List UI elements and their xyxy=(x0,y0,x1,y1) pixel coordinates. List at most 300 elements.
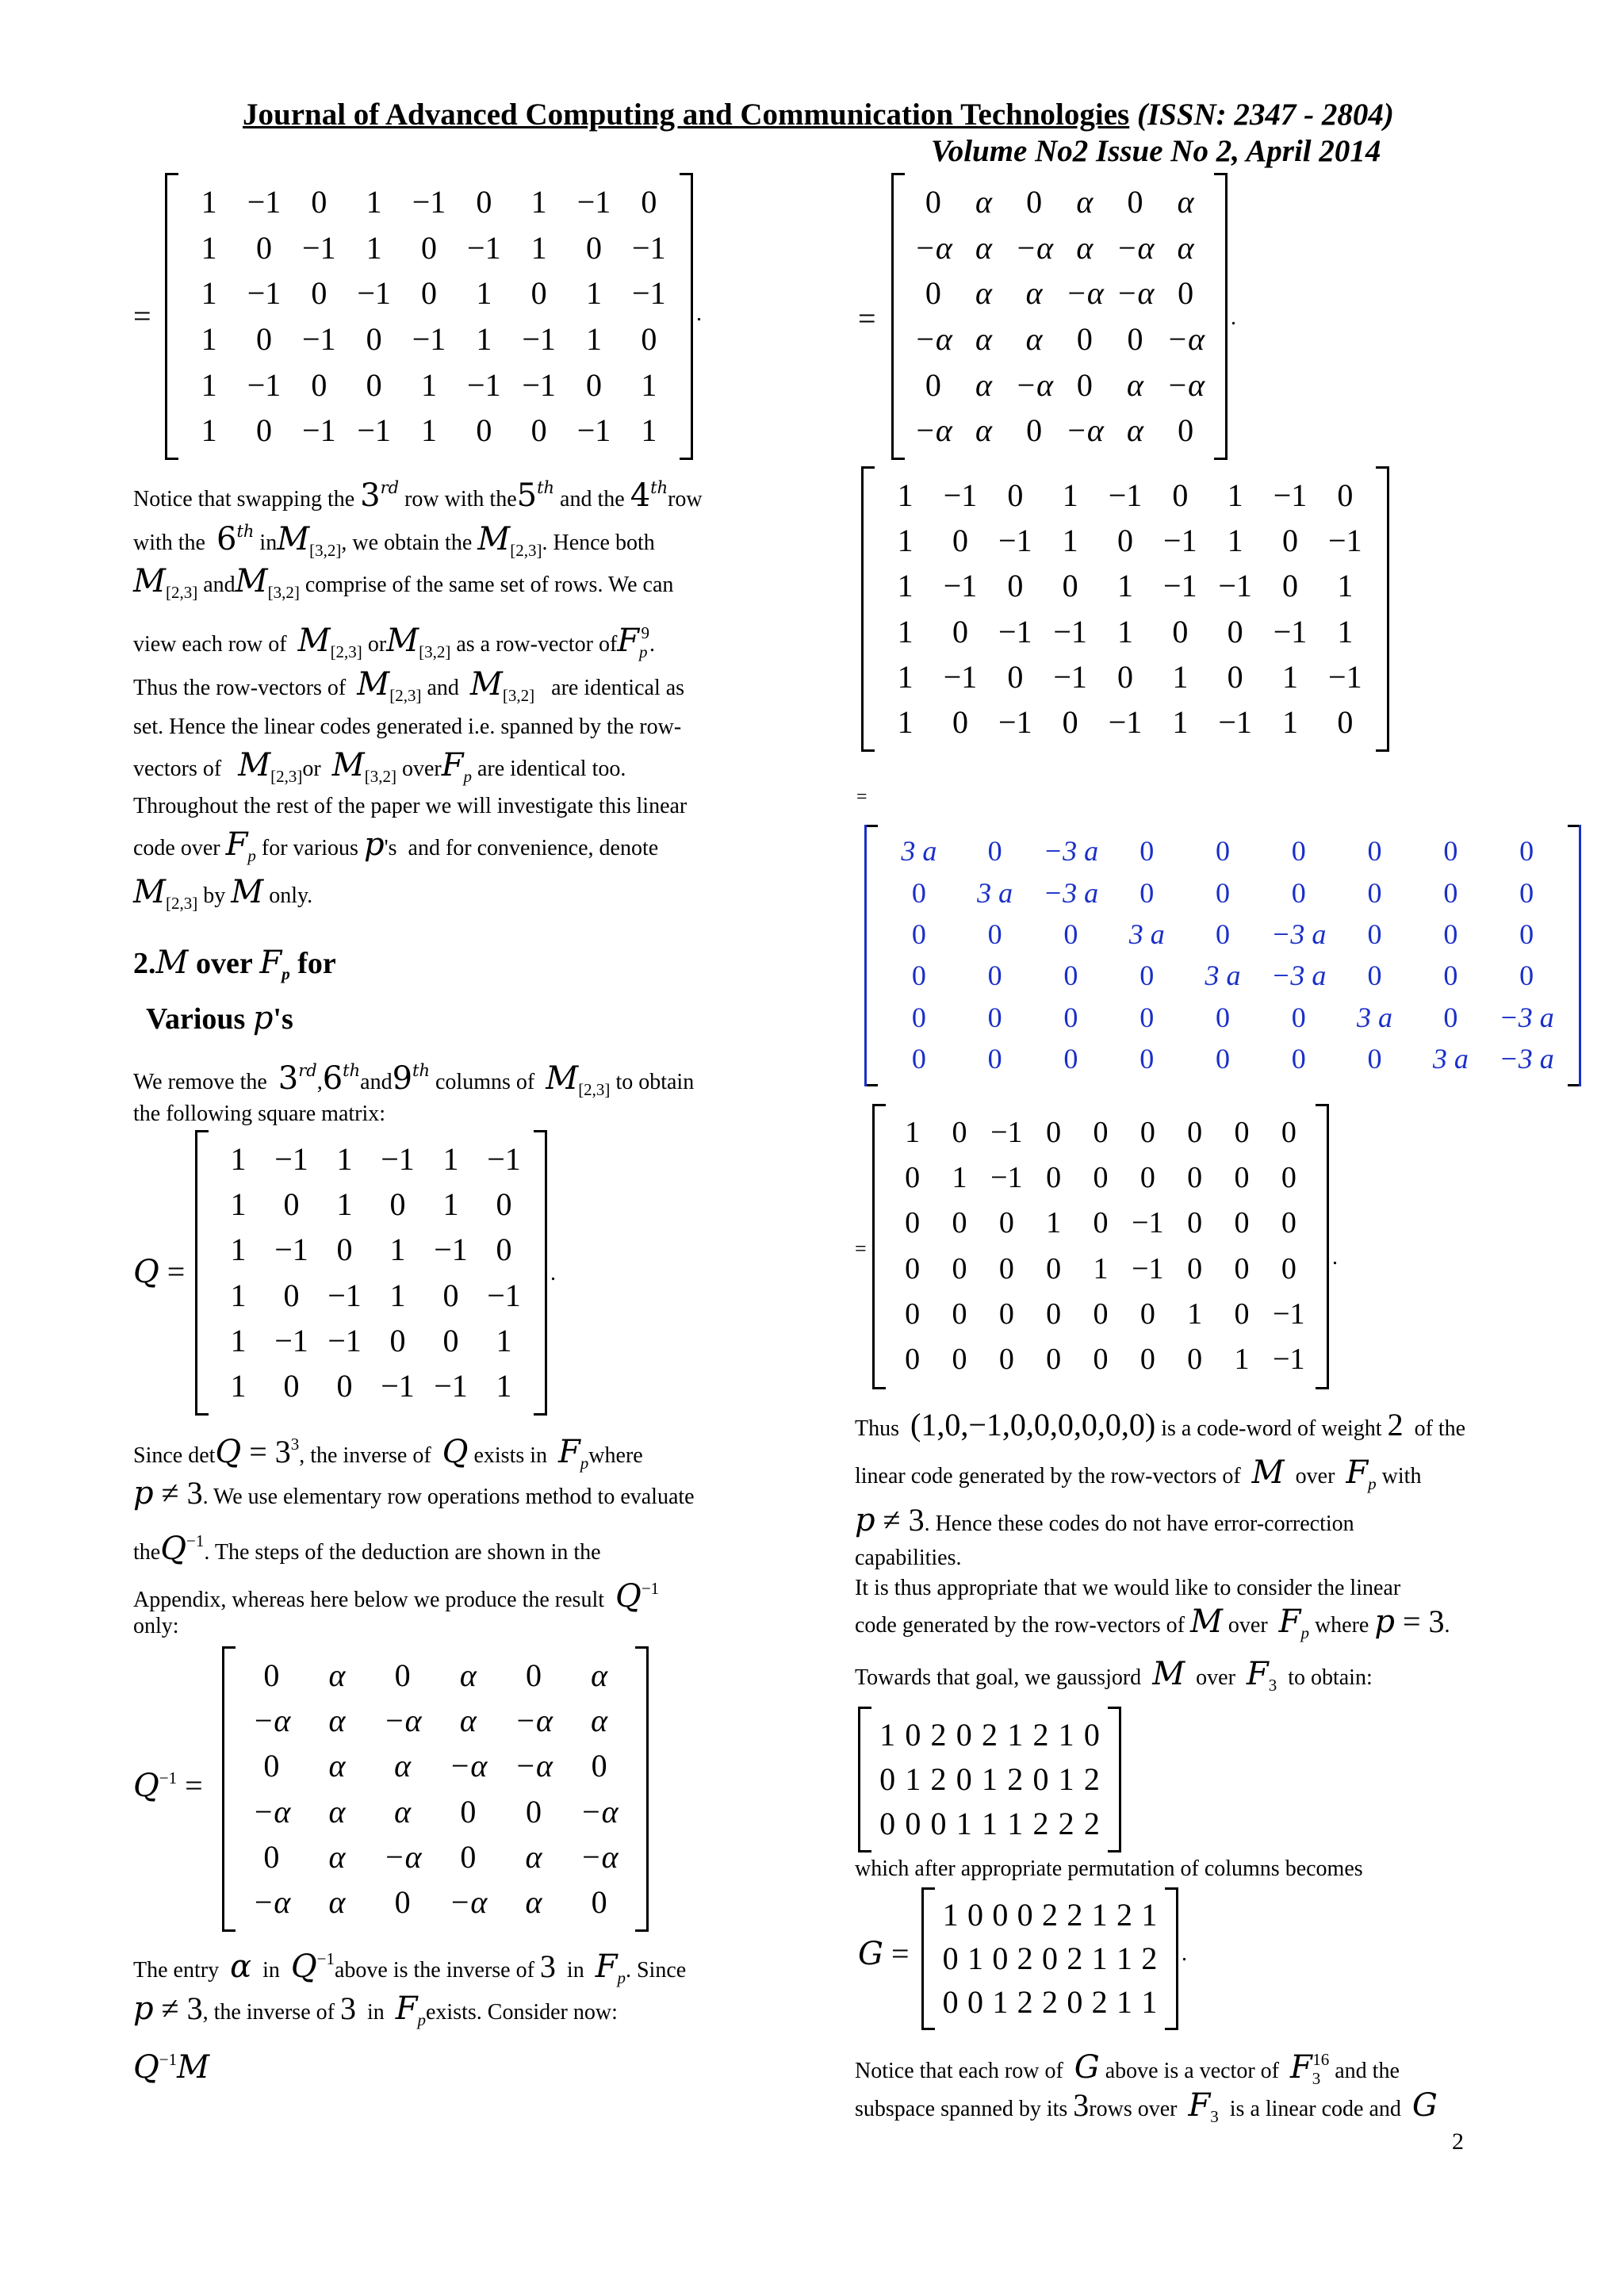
matrix-cell: 0 xyxy=(389,1186,406,1222)
matrix-cell: 0 xyxy=(1076,320,1093,357)
matrix-cell: 0 xyxy=(879,1761,896,1797)
matrix-cell: 2 xyxy=(1067,1941,1083,1976)
matrix-cell: 1 xyxy=(992,1983,1009,2020)
matrix-cell: 0 xyxy=(525,1793,542,1829)
matrix-cell: 0 xyxy=(1519,876,1534,909)
matrix-cell: 0 xyxy=(460,1793,477,1829)
matrix-r3 xyxy=(864,825,1581,1086)
matrix-cell: 0 xyxy=(952,1297,967,1331)
matrix-cell: 0 xyxy=(1234,1161,1250,1195)
matrix-cell: 2 xyxy=(1116,1897,1132,1933)
matrix-cell: −α xyxy=(1116,229,1155,266)
matrix-cell: −1 xyxy=(1163,523,1197,558)
matrix-cell: −1 xyxy=(327,1323,362,1358)
matrix-cell: 0 xyxy=(952,1343,967,1377)
matrix-cell: α xyxy=(975,366,992,403)
matrix-cell: 1 xyxy=(897,523,914,558)
matrix-cell: 0 xyxy=(1139,1043,1155,1075)
matrix-cell: 0 xyxy=(394,1884,411,1921)
matrix-cell: 0 xyxy=(1093,1206,1109,1240)
matrix-cell: 0 xyxy=(1062,704,1078,741)
matrix-cell: 0 xyxy=(1139,876,1155,909)
matrix-cell: 1 xyxy=(201,412,217,449)
matrix-cell: 1 xyxy=(1172,704,1189,741)
matrix-cell: 0 xyxy=(283,1186,300,1222)
matrix-cell: α xyxy=(1126,412,1143,449)
matrix-cell: 0 xyxy=(311,275,327,312)
para2-line1: We remove the 3rd,6thand9th columns of $M_{[2,3]}$ to obtain xyxy=(133,1060,695,1099)
matrix-cell: 1 xyxy=(952,1161,967,1195)
matrix-cell: α xyxy=(1025,320,1043,357)
matrix-cell: 0 xyxy=(1139,835,1155,868)
matrix-cell: −1 xyxy=(247,366,282,403)
matrix-cell: 1 xyxy=(1227,523,1243,558)
matrix-cell: 0 xyxy=(420,275,437,312)
matrix-cell: −1 xyxy=(487,1140,521,1177)
matrix-cell: −1 xyxy=(1132,1206,1164,1240)
matrix-cell: 1 xyxy=(389,1277,406,1313)
para5-line4: capabilities. xyxy=(855,1546,962,1570)
matrix-cell: 0 xyxy=(1041,1941,1058,1976)
matrix-cell: 0 xyxy=(1172,477,1189,513)
matrix-cell: 1 xyxy=(942,1897,959,1933)
matrix-cell: 0 xyxy=(389,1323,406,1358)
matrix-cell: 0 xyxy=(366,320,382,357)
matrix-cell: α xyxy=(975,183,992,220)
matrix-cell: 0 xyxy=(1227,659,1243,695)
matrix-cell: 1 xyxy=(1046,1206,1062,1240)
matrix-cell: −1 xyxy=(274,1323,308,1358)
matrix-r1 xyxy=(891,173,1228,460)
matrix-cell: −α xyxy=(383,1839,422,1875)
matrix-cell: 0 xyxy=(255,320,272,357)
matrix-cell: 2 xyxy=(1083,1806,1100,1841)
matrix-cell: −α xyxy=(580,1839,619,1875)
matrix-cell: −1 xyxy=(434,1232,468,1268)
matrix-cell: 0 xyxy=(496,1186,512,1222)
matrix-cell: −1 xyxy=(467,366,501,403)
matrix-cell: 1 xyxy=(1172,659,1189,695)
matrix-cell: 0 xyxy=(394,1657,411,1693)
matrix-a xyxy=(165,173,693,460)
qinv-m-expression: $Q^{-1}M$ xyxy=(133,2049,210,2086)
matrix-cell: 0 xyxy=(585,366,602,403)
matrix-cell: −α xyxy=(1065,412,1104,449)
para3-line3: theQ$^{-1}$. The steps of the deduction are shown in the xyxy=(133,1531,601,1567)
matrix-cell: 1 xyxy=(1337,568,1354,604)
matrix-cell: 2 xyxy=(1091,1983,1108,2020)
matrix-cell: α xyxy=(328,1793,346,1829)
matrix-cell: 1 xyxy=(1187,1297,1203,1331)
matrix-cell: −1 xyxy=(1132,1251,1164,1285)
matrix-cell: −1 xyxy=(576,183,611,220)
matrix-cell: 0 xyxy=(1017,1897,1033,1933)
matrix-cell: 0 xyxy=(956,1717,972,1753)
matrix-cell: 0 xyxy=(1443,918,1458,951)
matrix-cell: α xyxy=(328,1839,346,1875)
matrix-cell: 1 xyxy=(1058,1761,1074,1797)
matrix-cell: 0 xyxy=(905,1343,921,1377)
matrix-cell: 0 xyxy=(911,876,926,909)
matrix-cell: −α xyxy=(1116,275,1155,312)
matrix-cell: −1 xyxy=(357,412,391,449)
matrix-cell: 0 xyxy=(591,1748,607,1784)
matrix-cell: 2 xyxy=(1041,1983,1058,2020)
matrix-cell: 0 xyxy=(442,1323,459,1358)
matrix-cell: −1 xyxy=(1108,477,1143,513)
matrix-cell: −3 a xyxy=(1043,876,1099,909)
matrix-cell: 1 xyxy=(442,1140,459,1177)
matrix-cell: 1 xyxy=(230,1232,247,1268)
qinv-label: Q−1 = xyxy=(133,1768,203,1804)
matrix-cell: α xyxy=(1025,275,1043,312)
matrix-cell: 3 a xyxy=(1128,918,1165,951)
para4-line2: p ≠ 3, the inverse of 3 in $F_pexists$. Consider now: xyxy=(133,1990,618,2029)
matrix-cell: 0 xyxy=(1139,1001,1155,1033)
matrix-cell: −α xyxy=(914,320,952,357)
matrix-cell: −1 xyxy=(990,1115,1023,1149)
matrix-cell: 0 xyxy=(1367,876,1382,909)
matrix-cell: α xyxy=(975,275,992,312)
matrix-cell: 0 xyxy=(1215,835,1230,868)
matrix-cell: −α xyxy=(449,1748,488,1784)
matrix-cell: 1 xyxy=(967,1941,983,1976)
matrix-cell: 0 xyxy=(1139,1343,1155,1377)
matrix-cell: 0 xyxy=(1007,477,1024,513)
matrix-cell: 0 xyxy=(1187,1206,1203,1240)
matrix-cell: −1 xyxy=(1218,704,1252,741)
matrix-cell: 1 xyxy=(1141,1983,1158,2020)
para3-line5: only: xyxy=(133,1614,179,1638)
g-label: G = xyxy=(858,1936,910,1972)
matrix-cell: 1 xyxy=(230,1186,247,1222)
matrix-cell: 0 xyxy=(1139,1161,1155,1195)
matrix-cell: 0 xyxy=(1139,1115,1155,1149)
matrix-cell: 1 xyxy=(1141,1897,1158,1933)
codeword: (1,0,−1,0,0,0,0,0,0) xyxy=(910,1407,1156,1443)
matrix-cell: 1 xyxy=(496,1368,512,1404)
matrix-q-inverse xyxy=(222,1646,649,1932)
matrix-cell: 1 xyxy=(1234,1343,1250,1377)
matrix-cell: −1 xyxy=(274,1140,308,1177)
para1-line6: set. Hence the linear codes generated i.e. spanned by the row- xyxy=(133,715,682,739)
matrix-cell: 0 xyxy=(1178,412,1194,449)
matrix-cell: 0 xyxy=(879,1806,896,1841)
matrix-cell: 0 xyxy=(987,1001,1002,1033)
matrix-cell: 0 xyxy=(1215,1001,1230,1033)
matrix-cell: 0 xyxy=(1063,960,1078,992)
matrix-cell: −1 xyxy=(943,568,978,604)
matrix-cell: 0 xyxy=(952,1251,967,1285)
matrix-cell: 0 xyxy=(1032,1761,1049,1797)
matrix-cell: 0 xyxy=(1083,1717,1100,1753)
matrix-cell: 1 xyxy=(897,704,914,741)
matrix-cell: α xyxy=(591,1657,608,1693)
matrix-cell: −3 a xyxy=(1499,1043,1554,1075)
matrix-cell: 1 xyxy=(1058,1717,1074,1753)
page-number: 2 xyxy=(1452,2128,1464,2155)
para1-line8: Throughout the rest of the paper we will investigate this linear xyxy=(133,794,688,818)
matrix-cell: −α xyxy=(914,229,952,266)
matrix-cell: 0 xyxy=(952,1206,967,1240)
para2-line2: the following square matrix: xyxy=(133,1102,386,1126)
matrix-cell: 0 xyxy=(1139,1297,1155,1331)
para6-line1: It is thus appropriate that we would like to consider the linear xyxy=(855,1576,1401,1600)
matrix-cell: −1 xyxy=(274,1232,308,1268)
matrix-cell: α xyxy=(459,1703,477,1738)
matrix-cell: 0 xyxy=(283,1368,300,1404)
matrix-cell: −α xyxy=(514,1703,553,1738)
matrix-cell: 1 xyxy=(476,320,492,357)
matrix-cell: 1 xyxy=(201,183,217,220)
matrix-cell: 0 xyxy=(1234,1115,1250,1149)
matrix-cell: 0 xyxy=(905,1251,921,1285)
matrix-cell: 1 xyxy=(201,320,217,357)
matrix-cell: α xyxy=(1126,366,1143,403)
matrix-cell: 1 xyxy=(1227,477,1243,513)
matrix-cell: −α xyxy=(252,1884,291,1921)
matrix-cell: −1 xyxy=(1108,704,1143,741)
matrix-cell: 0 xyxy=(1187,1115,1203,1149)
section-heading: 2.M over $F_p$ for xyxy=(133,944,336,983)
matrix-cell: 1 xyxy=(366,229,382,266)
matrix-cell: 0 xyxy=(1443,835,1458,868)
matrix-cell: 1 xyxy=(1116,1983,1132,2020)
matrix-cell: 0 xyxy=(905,1206,921,1240)
matrix-cell: 0 xyxy=(1519,835,1534,868)
matrix-cell: 1 xyxy=(1093,1251,1109,1285)
para4-line1: The entry α in $Q^{-1}above$ is the inverse of 3 in $F_p$. Since xyxy=(133,1948,687,1987)
matrix-cell: 1 xyxy=(230,1140,247,1177)
matrix-cell: 3 a xyxy=(901,835,937,868)
matrix-cell: 0 xyxy=(956,1761,972,1797)
para5-line3: p ≠ 3. Hence these codes do not have error-correction xyxy=(855,1502,1354,1538)
matrix-cell: 0 xyxy=(1215,1043,1230,1075)
matrix-cell: −1 xyxy=(487,1277,521,1313)
issn: (ISSN: 2347 - 2804) xyxy=(1136,98,1394,132)
matrix-cell: 0 xyxy=(1127,183,1143,220)
matrix-cell: 1 xyxy=(201,229,217,266)
journal-title: Journal of Advanced Computing and Communication Technologies xyxy=(243,98,1130,132)
matrix-cell: 0 xyxy=(998,1297,1014,1331)
matrix-cell: −3 a xyxy=(1043,835,1099,868)
matrix-cell: 2 xyxy=(1007,1761,1024,1797)
matrix-cell: α xyxy=(328,1884,346,1921)
matrix-cell: 0 xyxy=(1215,876,1230,909)
matrix-cell: −1 xyxy=(1053,613,1087,649)
matrix-cell: −1 xyxy=(381,1140,415,1177)
matrix-cell: 1 xyxy=(366,183,382,220)
matrix-cell: 1 xyxy=(1062,523,1078,558)
matrix-cell: α xyxy=(525,1839,542,1875)
matrix-cell: 1 xyxy=(230,1323,247,1358)
matrix-cell: −1 xyxy=(327,1277,362,1313)
matrix-cell: 0 xyxy=(905,1161,921,1195)
matrix-cell: α xyxy=(1177,229,1194,266)
matrix-g xyxy=(921,1887,1178,2030)
matrix-cell: 0 xyxy=(930,1806,947,1841)
matrix-cell: α xyxy=(975,320,992,357)
matrix-cell: 1 xyxy=(641,366,657,403)
matrix-cell: −1 xyxy=(412,183,446,220)
matrix-cell: 1 xyxy=(420,412,437,449)
matrix-cell: α xyxy=(328,1703,346,1738)
matrix-cell: 0 xyxy=(1443,876,1458,909)
matrix-cell: 0 xyxy=(987,835,1002,868)
matrix-cell: α xyxy=(328,1748,346,1784)
matrix-cell: 0 xyxy=(1067,1983,1083,2020)
matrix-cell: −1 xyxy=(943,659,978,695)
matrix-cell: 2 xyxy=(1032,1717,1049,1753)
matrix-cell: −α xyxy=(580,1793,619,1829)
matrix-cell: 2 xyxy=(1058,1806,1074,1841)
matrix-cell: 0 xyxy=(476,183,492,220)
matrix-cell: 1 xyxy=(496,1323,512,1358)
matrix-cell: 1 xyxy=(442,1186,459,1222)
matrix-gaussjord xyxy=(858,1707,1121,1852)
section-heading-line2: Various p's xyxy=(146,1000,293,1036)
matrix-cell: 0 xyxy=(1093,1297,1109,1331)
para3-line2: p ≠ 3. We use elementary row operations method to evaluate xyxy=(133,1475,695,1511)
matrix-cell: 0 xyxy=(952,704,968,741)
matrix-cell: 0 xyxy=(1291,876,1306,909)
equals-sign-r1: = xyxy=(858,301,876,336)
matrix-cell: 1 xyxy=(897,477,914,513)
matrix-cell: 0 xyxy=(460,1839,477,1875)
matrix-cell: 3 a xyxy=(1205,960,1241,992)
matrix-cell: 0 xyxy=(525,1657,542,1693)
matrix-cell: 1 xyxy=(905,1761,921,1797)
matrix-cell: −1 xyxy=(990,1161,1023,1195)
matrix-cell: 0 xyxy=(1093,1161,1109,1195)
matrix-cell: −α xyxy=(1166,320,1205,357)
para1-line2: with the 6th inM$_{[3,2]}$, we obtain the $M_{[2,3]}$. Hence both xyxy=(133,521,655,560)
matrix-cell: 0 xyxy=(263,1657,280,1693)
matrix-cell: 0 xyxy=(420,229,437,266)
matrix-cell: 0 xyxy=(1063,1043,1078,1075)
matrix-cell: −1 xyxy=(381,1368,415,1404)
matrix-cell: 0 xyxy=(496,1232,512,1268)
equals-sign: = xyxy=(133,298,151,334)
matrix-cell: 0 xyxy=(925,183,941,220)
matrix-cell: 0 xyxy=(1443,960,1458,992)
matrix-cell: 0 xyxy=(1139,960,1155,992)
matrix-cell: 0 xyxy=(1172,613,1189,649)
matrix-cell: 1 xyxy=(1091,1941,1108,1976)
matrix-cell: α xyxy=(975,412,992,449)
matrix-cell: 0 xyxy=(1178,275,1194,312)
matrix-cell: 0 xyxy=(967,1983,983,2020)
para5-line2: linear code generated by the row-vectors of M over $F_p$ with xyxy=(855,1454,1422,1493)
matrix-cell: 0 xyxy=(998,1343,1014,1377)
matrix-cell: 0 xyxy=(1063,918,1078,951)
matrix-cell: 0 xyxy=(1187,1343,1203,1377)
para5-line1: Thus (1,0,−1,0,0,0,0,0,0) is a code-word of weight 2 of the xyxy=(855,1407,1466,1443)
para1-line3: $M_{[2,3]}$ andM$_{[3,2]}$ comprise of the same set of rows. We can xyxy=(133,563,674,602)
matrix-cell: 1 xyxy=(336,1186,353,1222)
equals-sign-r3: = xyxy=(856,787,868,807)
matrix-cell: 0 xyxy=(585,229,602,266)
matrix-cell: 1 xyxy=(1116,613,1133,649)
matrix-cell: 0 xyxy=(1026,183,1043,220)
matrix-cell: 0 xyxy=(1291,1001,1306,1033)
matrix-cell: 0 xyxy=(1337,477,1354,513)
matrix-cell: α xyxy=(394,1793,412,1829)
matrix-cell: −1 xyxy=(434,1368,468,1404)
matrix-cell: 0 xyxy=(1281,523,1298,558)
matrix-cell: −α xyxy=(1166,366,1205,403)
matrix-cell: 1 xyxy=(1007,1806,1024,1841)
matrix-cell: 2 xyxy=(1083,1761,1100,1797)
matrix-cell: 0 xyxy=(1116,523,1133,558)
matrix-cell: −1 xyxy=(1328,659,1362,695)
matrix-cell: 3 a xyxy=(1357,1001,1393,1033)
matrix-cell: −1 xyxy=(357,275,391,312)
matrix-cell: 0 xyxy=(1046,1297,1062,1331)
para1-line7: vectors of $M_{[2,3]}or$ $M_{[3,2]}$ overF$_p$ are identical too. xyxy=(133,747,626,786)
journal-header xyxy=(243,97,1394,132)
matrix-cell: 0 xyxy=(1187,1251,1203,1285)
matrix-cell: 1 xyxy=(585,320,602,357)
matrix-cell: 1 xyxy=(230,1277,247,1313)
matrix-cell: 1 xyxy=(1116,1941,1132,1976)
matrix-cell: −1 xyxy=(412,320,446,357)
matrix-cell: 0 xyxy=(255,412,272,449)
matrix-cell: α xyxy=(394,1748,412,1784)
matrix-r2 xyxy=(861,466,1389,752)
matrix-cell: 0 xyxy=(905,1806,921,1841)
para1-line1: Notice that swapping the 3rd row with the5th and the 4throw xyxy=(133,477,703,514)
matrix-cell: 0 xyxy=(942,1983,959,2020)
matrix-cell: 0 xyxy=(1046,1161,1062,1195)
matrix-cell: 2 xyxy=(1017,1941,1033,1976)
matrix-cell: 1 xyxy=(905,1115,921,1149)
matrix-cell: 0 xyxy=(998,1206,1014,1240)
matrix-cell: 2 xyxy=(930,1761,947,1797)
matrix-cell: 2 xyxy=(930,1717,947,1753)
matrix-cell: 1 xyxy=(230,1368,247,1404)
matrix-cell: 0 xyxy=(1367,1043,1382,1075)
matrix-cell: 0 xyxy=(1367,960,1382,992)
matrix-cell: 1 xyxy=(530,229,547,266)
matrix-cell: 1 xyxy=(530,183,547,220)
matrix-cell: −1 xyxy=(522,320,556,357)
matrix-cell: α xyxy=(1177,183,1194,220)
matrix-cell: 0 xyxy=(263,1748,280,1784)
para7: which after appropriate permutation of columns becomes xyxy=(855,1856,1363,1881)
para1-line9: code over $F_p$ for various p's and for convenience, denote xyxy=(133,826,659,865)
para1-line10: $M_{[2,3]}$ by M only. xyxy=(133,874,313,913)
matrix-cell: −1 xyxy=(302,229,336,266)
matrix-cell: 0 xyxy=(911,918,926,951)
matrix-cell: 0 xyxy=(952,613,968,649)
matrix-cell: 0 xyxy=(1093,1343,1109,1377)
matrix-cell: 0 xyxy=(1234,1251,1250,1285)
matrix-cell: 3 a xyxy=(1432,1043,1469,1075)
matrix-cell: 0 xyxy=(263,1839,280,1875)
matrix-cell: α xyxy=(525,1884,542,1921)
matrix-cell: 0 xyxy=(1337,704,1354,741)
matrix-cell: 0 xyxy=(967,1897,983,1933)
matrix-cell: 0 xyxy=(530,412,547,449)
matrix-cell: −1 xyxy=(998,613,1032,649)
para8-line2: subspace spanned by its 3rows over $F_3$ is a linear code and G xyxy=(855,2087,1438,2126)
para6-line3: Towards that goal, we gaussjord M over $F_3$ to obtain: xyxy=(855,1656,1373,1695)
matrix-cell: 2 xyxy=(1067,1897,1083,1933)
para6-line2: code generated by the row-vectors of M over $F_p$ where p = 3. xyxy=(855,1603,1450,1642)
matrix-cell: 1 xyxy=(956,1806,972,1841)
matrix-cell: −3 a xyxy=(1271,918,1327,951)
